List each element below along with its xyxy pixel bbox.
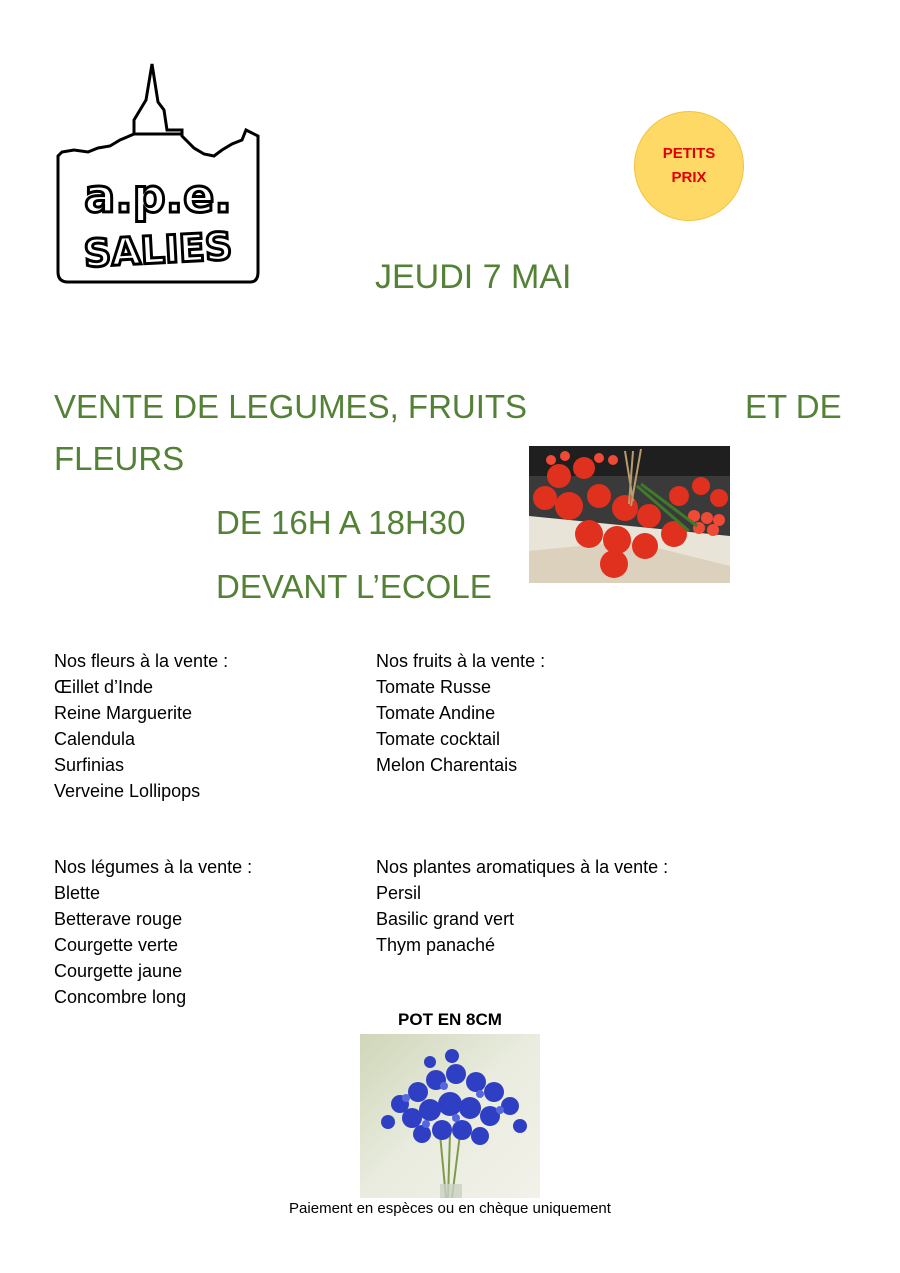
list-item: Œillet d’Inde xyxy=(54,677,154,697)
list-item: Concombre long xyxy=(54,987,187,1007)
event-date: JEUDI 7 MAI xyxy=(375,258,572,296)
list-item: Courgette verte xyxy=(54,935,179,955)
legumes-heading: Nos légumes à la vente : xyxy=(54,857,253,877)
list-item: Tomate Andine xyxy=(376,703,496,723)
event-title-part2: ET DE xyxy=(745,388,842,425)
list-item: Persil xyxy=(376,883,422,903)
svg-text:SALIES: SALIES xyxy=(82,224,234,276)
aromatiques-list xyxy=(376,854,668,958)
list-item: Verveine Lollipops xyxy=(54,781,201,801)
list-item: Surfinias xyxy=(54,755,125,775)
aromatiques-heading: Nos plantes aromatiques à la vente : xyxy=(376,857,669,877)
list-item: Blette xyxy=(54,883,101,903)
list-item: Basilic grand vert xyxy=(376,909,515,929)
list-item: Melon Charentais xyxy=(376,755,518,775)
legumes-list xyxy=(54,854,252,1010)
fleurs-list xyxy=(54,648,228,804)
list-item: Betterave rouge xyxy=(54,909,183,929)
list-item: Thym panaché xyxy=(376,935,496,955)
list-item: Tomate cocktail xyxy=(376,729,501,749)
badge-line2: PRIX xyxy=(671,169,707,186)
list-item: Calendula xyxy=(54,729,136,749)
event-title-part1: VENTE DE LEGUMES, FRUITS xyxy=(54,388,528,425)
petits-prix-badge xyxy=(634,111,744,221)
fruits-heading: Nos fruits à la vente : xyxy=(376,651,546,671)
ape-salies-logo xyxy=(54,60,262,286)
event-title-part3: FLEURS xyxy=(54,440,185,477)
event-place: DEVANT L’ECOLE xyxy=(216,568,492,605)
list-item: Courgette jaune xyxy=(54,961,183,981)
event-time: DE 16H A 18H30 xyxy=(216,504,466,541)
list-item: Reine Marguerite xyxy=(54,703,193,723)
list-item: Tomate Russe xyxy=(376,677,492,697)
fruits-list xyxy=(376,648,545,778)
tomatoes-photo xyxy=(529,446,730,583)
pot-size-label: POT EN 8CM xyxy=(398,1010,502,1029)
payment-note: Paiement en espèces ou en chèque uniquement xyxy=(289,1200,611,1217)
svg-text:a.p.e.: a.p.e. xyxy=(84,169,232,223)
fleurs-heading: Nos fleurs à la vente : xyxy=(54,651,229,671)
flowers-photo xyxy=(360,1034,540,1198)
badge-line1: PETITS xyxy=(662,145,716,162)
